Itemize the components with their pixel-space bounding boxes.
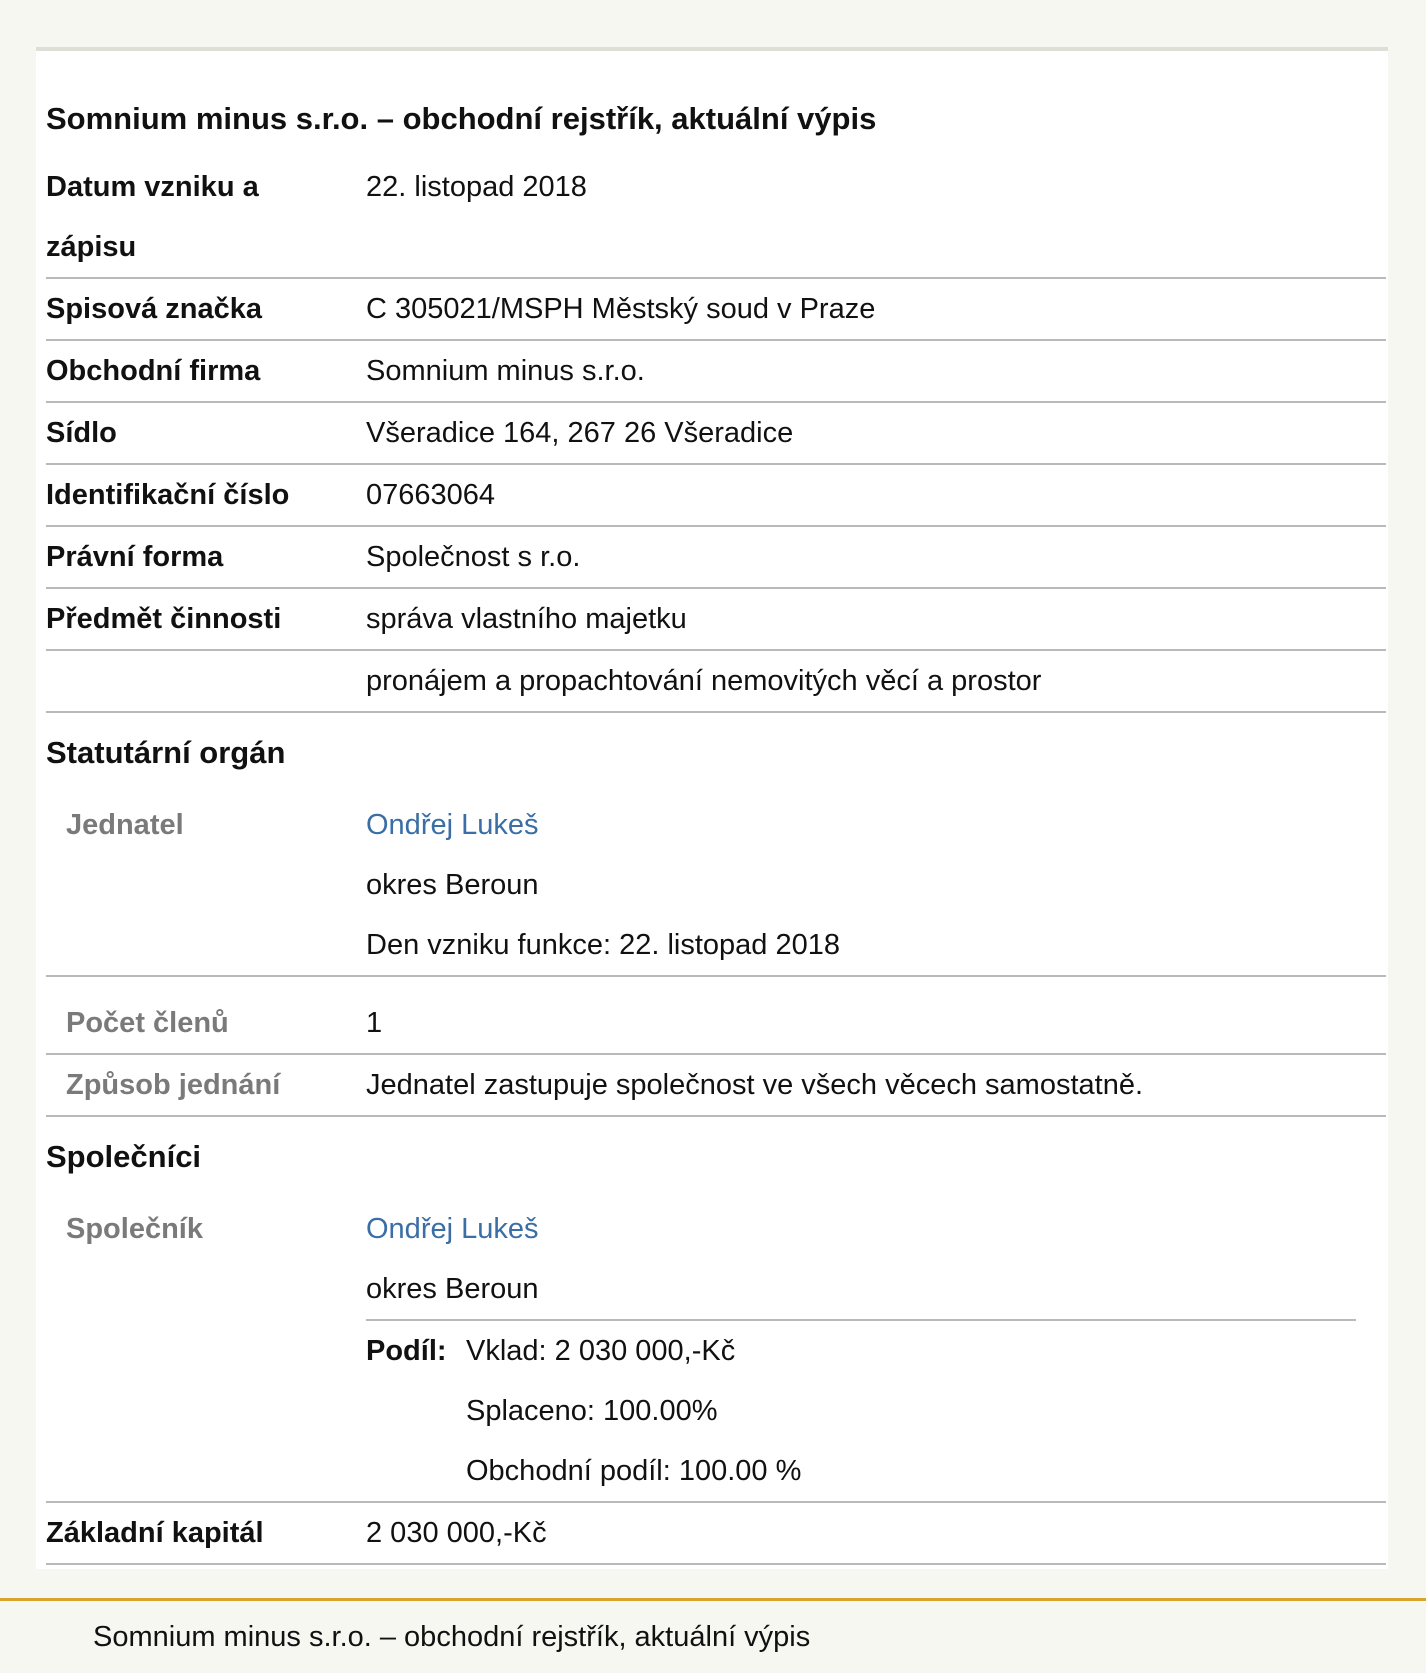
row-zpusob-jednani (46, 1055, 1386, 1117)
row-pocet-clenu (46, 977, 1386, 1055)
registry-card (36, 47, 1388, 1569)
label-spisova-znacka: Spisová značka (46, 293, 262, 325)
row-obchodni-firma (46, 341, 1386, 403)
value-zakladni-kapital: 2 030 000,-Kč (366, 1517, 547, 1549)
registry-content (46, 99, 1386, 1565)
spolecnik-district: okres Beroun (366, 1273, 539, 1305)
label-obchodni-firma: Obchodní firma (46, 355, 261, 387)
row-jednatel (46, 795, 1386, 977)
page-footer (0, 1598, 1426, 1673)
row-spolecnik (46, 1199, 1386, 1503)
podil-splaceno: Splaceno: 100.00% (466, 1395, 718, 1427)
label-ico: Identifikační číslo (46, 479, 290, 511)
value-obchodni-firma: Somnium minus s.r.o. (366, 355, 645, 387)
value-ico: 07663064 (366, 479, 496, 511)
value-pravni-forma: Společnost s r.o. (366, 541, 581, 573)
value-pocet-clenu: 1 (366, 1007, 383, 1039)
label-pravni-forma: Právní forma (46, 541, 224, 573)
row-zakladni-kapital (46, 1503, 1386, 1565)
label-zakladni-kapital: Základní kapitál (46, 1517, 264, 1549)
label-datum-vzniku: Datum vzniku a zápisu (46, 171, 259, 263)
value-predmet-cinnosti-2: pronájem a propachtování nemovitých věcí a prostor (366, 665, 1042, 697)
value-zpusob-jednani: Jednatel zastupuje společnost ve všech věcech samostatně. (366, 1069, 1144, 1101)
jednatel-district: okres Beroun (366, 869, 539, 901)
row-sidlo (46, 403, 1386, 465)
podil-block (366, 1319, 1356, 1501)
section-title-statutarni-organ: Statutární orgán (46, 735, 286, 770)
value-datum-vzniku: 22. listopad 2018 (366, 171, 587, 203)
jednatel-since: Den vzniku funkce: 22. listopad 2018 (366, 929, 840, 961)
label-spolecnik: Společník (66, 1213, 203, 1245)
podil-label: Podíl: (366, 1335, 447, 1367)
label-pocet-clenu: Počet členů (66, 1007, 229, 1039)
row-datum-vzniku (46, 157, 1386, 279)
section-title-spolecnici: Společníci (46, 1139, 202, 1174)
label-jednatel: Jednatel (66, 809, 184, 841)
podil-values (466, 1321, 801, 1501)
value-spisova-znacka: C 305021/MSPH Městský soud v Praze (366, 293, 876, 325)
jednatel-name-link[interactable]: Ondřej Lukeš (366, 809, 539, 841)
row-predmet-cinnosti-2 (46, 651, 1386, 713)
value-sidlo: Všeradice 164, 267 26 Všeradice (366, 417, 794, 449)
value-predmet-cinnosti-1: správa vlastního majetku (366, 603, 687, 635)
label-empty (46, 651, 366, 711)
label-sidlo: Sídlo (46, 417, 117, 449)
podil-vklad: Vklad: 2 030 000,-Kč (466, 1335, 736, 1367)
value-jednatel (366, 795, 1386, 975)
label-zpusob-jednani: Způsob jednání (66, 1069, 281, 1101)
row-pravni-forma (46, 527, 1386, 589)
row-ico (46, 465, 1386, 527)
row-spisova-znacka (46, 279, 1386, 341)
page-title: Somnium minus s.r.o. – obchodní rejstřík, aktuální výpis (46, 101, 877, 136)
row-predmet-cinnosti (46, 589, 1386, 651)
label-predmet-cinnosti: Předmět činnosti (46, 603, 282, 635)
podil-obchodni: Obchodní podíl: 100.00 % (466, 1455, 802, 1487)
value-spolecnik (366, 1199, 1386, 1501)
spolecnik-name-link[interactable]: Ondřej Lukeš (366, 1213, 539, 1245)
footer-text: Somnium minus s.r.o. – obchodní rejstřík, aktuální výpis (93, 1621, 811, 1653)
